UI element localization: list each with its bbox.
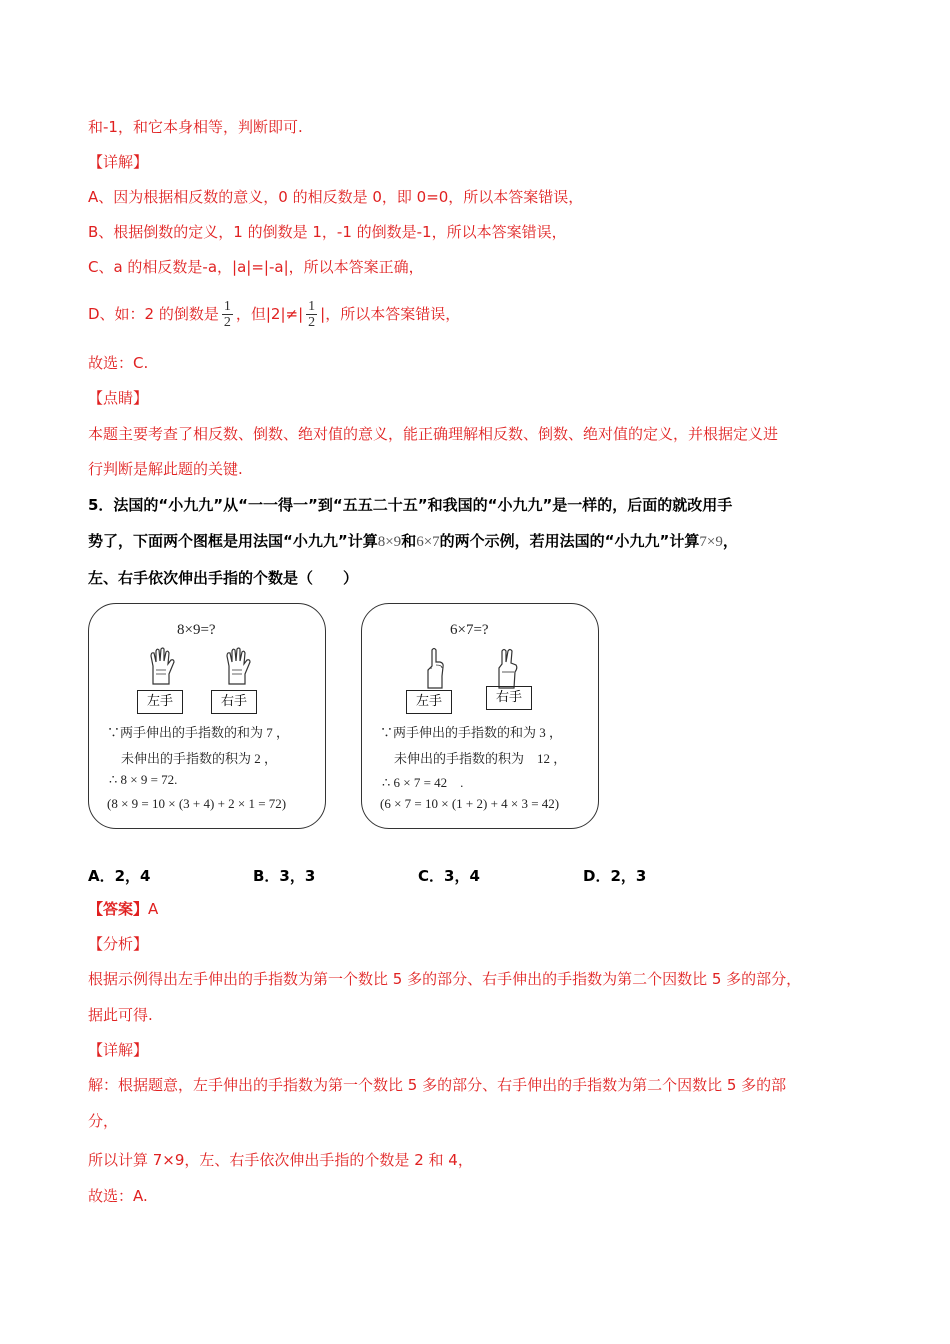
prev-analysis-tail: 和-1，和它本身相等，判断即可.: [88, 118, 303, 136]
reason-3: ∴ 6 × 7 = 42 .: [382, 775, 464, 790]
question-5-text-a: 势了，下面两个图框是用法国“小九九”计算: [88, 532, 378, 550]
option-c: C．3，4: [418, 867, 480, 885]
reason-3: ∴ 8 × 9 = 72.: [109, 772, 178, 787]
fraction-denominator: 2: [223, 315, 231, 330]
question-5-line-2: [88, 531, 738, 552]
option-d-text-mid: ，但|2|≠|: [235, 305, 304, 323]
right-hand-label: 右手: [486, 686, 532, 710]
left-hand-icon: [420, 646, 452, 690]
expr-8x9: 8×9: [377, 534, 402, 550]
left-hand-label: 左手: [406, 690, 452, 714]
fraction-denominator: 2: [308, 315, 316, 330]
question-5-line-3: 左、右手依次伸出手指的个数是（ ）: [88, 569, 359, 587]
analysis-heading: 【分析】: [88, 935, 149, 953]
question-5-text-c: 的两个示例，若用法国的“小九九”计算: [439, 532, 700, 550]
option-a-explanation: A、因为根据相反数的意义，0 的相反数是 0，即 0=0，所以本答案错误，: [88, 188, 584, 206]
answer-line: [88, 899, 158, 919]
answer-choose: 故选：A.: [88, 1187, 148, 1205]
option-a: A．2，4: [88, 867, 151, 885]
option-d-explanation: [88, 296, 460, 332]
fraction-numerator: 1: [223, 299, 231, 314]
expr-6x7: 6×7: [416, 534, 440, 550]
reason-1: ∵两手伸出的手指数的和为 3 ，: [380, 725, 563, 740]
reason-1: ∵两手伸出的手指数的和为 7 ，: [107, 725, 290, 740]
reason-4: (8 × 9 = 10 × (3 + 4) + 2 × 1 = 72): [107, 796, 287, 811]
right-hand-icon: [492, 646, 524, 690]
example-box-8x9: [88, 603, 326, 829]
left-hand-icon: [147, 646, 179, 686]
reason-2: 未伸出的手指数的积为 12 ，: [394, 751, 567, 766]
option-b-explanation: B、根据倒数的定义，1 的倒数是 1，-1 的倒数是-1，所以本答案错误，: [88, 223, 567, 241]
right-hand-label: 右手: [211, 690, 257, 714]
example-box-6x7: [361, 603, 599, 829]
analysis-line-2: 据此可得.: [88, 1006, 153, 1024]
comment-line-1: 本题主要考查了相反数、倒数、绝对值的意义，能正确理解相反数、倒数、绝对值的定义，并根据定义进: [88, 425, 779, 443]
answer-detail-heading: 【详解】: [88, 1041, 149, 1059]
question-5-line-1: 5．法国的“小九九”从“一一得一”到“五五二十五”和我国的“小九九”是一样的，后面的就改用手: [88, 496, 733, 514]
question-5-text-b: 和: [401, 532, 417, 550]
fraction-one-half-2: [306, 299, 317, 330]
option-d-text-post: |，所以本答案错误，: [320, 305, 461, 323]
answer-heading: 【答案】: [88, 900, 149, 918]
reason-4: (6 × 7 = 10 × (1 + 2) + 4 × 3 = 42): [380, 796, 560, 811]
analysis-line-1: 根据示例得出左手伸出的手指数为第一个数比 5 多的部分、右手伸出的手指数为第二个因数比 5 多的部分，: [88, 970, 802, 988]
answer-value: A: [148, 900, 159, 918]
left-hand-label: 左手: [137, 690, 183, 714]
detail-line-3: 所以计算 7×9，左、右手依次伸出手指的个数是 2 和 4，: [88, 1151, 473, 1169]
detail-line-1: 解：根据题意，左手伸出的手指数为第一个数比 5 多的部分、右手伸出的手指数为第二个因数比 5 多的部: [88, 1076, 787, 1094]
fraction-one-half: [222, 299, 233, 330]
right-hand-icon: [223, 646, 255, 686]
comment-line-2: 行判断是解此题的关键.: [88, 460, 243, 478]
expr-7x9: 7×9: [699, 534, 723, 550]
detail-heading: 【详解】: [88, 153, 149, 171]
option-c-explanation: C、a 的相反数是-a，|a|=|-a|，所以本答案正确，: [88, 258, 424, 276]
detail-line-2: 分，: [88, 1112, 119, 1130]
prev-choose: 故选：C.: [88, 354, 149, 372]
option-b: B．3，3: [253, 867, 316, 885]
option-d: D．2，3: [583, 867, 647, 885]
comment-heading: 【点睛】: [88, 389, 149, 407]
option-d-text-pre: D、如：2 的倒数是: [88, 305, 219, 323]
fraction-numerator: 1: [308, 299, 316, 314]
box-title: 8×9=?: [177, 622, 216, 638]
question-5-text-d: ，: [722, 532, 738, 550]
box-title: 6×7=?: [450, 622, 489, 638]
reason-2: 未伸出的手指数的积为 2 ，: [121, 751, 278, 766]
